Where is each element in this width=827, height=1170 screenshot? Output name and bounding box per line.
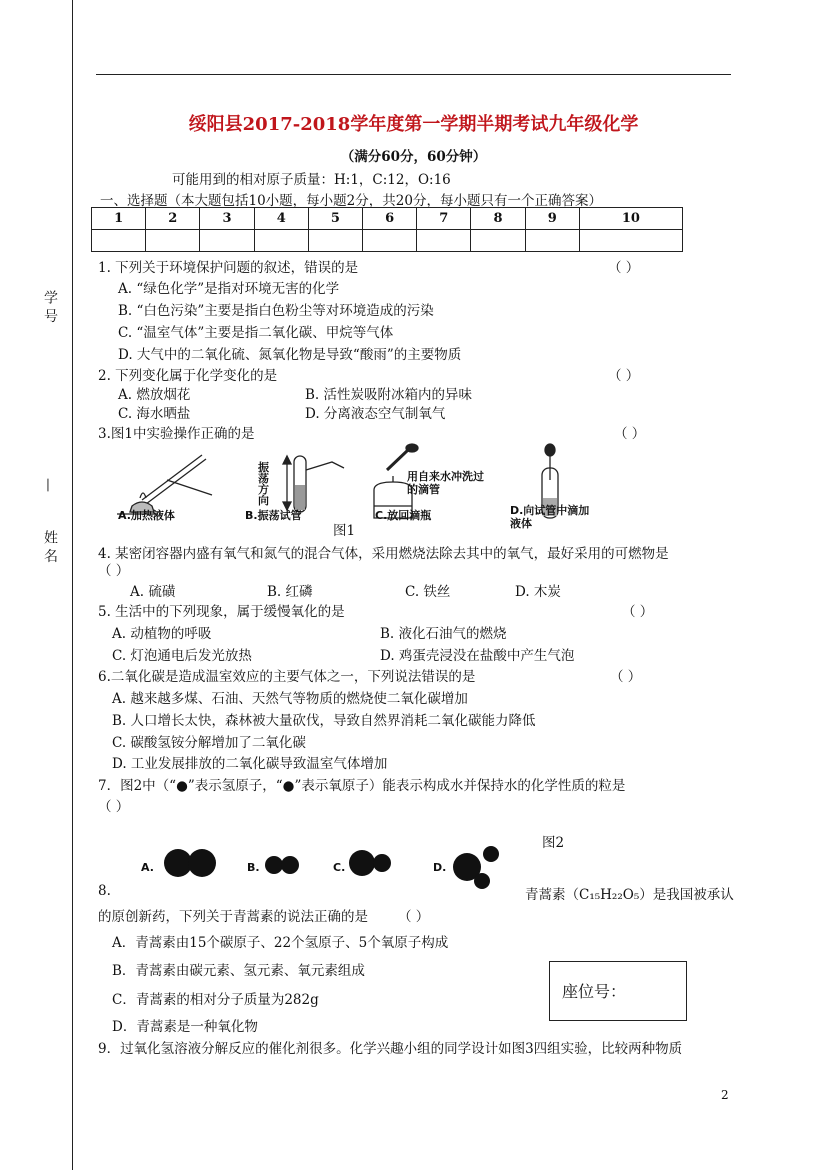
header-rule [96,74,731,75]
q6-answer-blank[interactable]: （ ） [610,669,642,685]
figure-2-molecules [130,843,510,891]
q5-stem: 5. 生活中的下列现象，属于缓慢氧化的是 [98,604,345,620]
figure-2-label-d: D. [433,861,447,874]
answer-number: 6 [363,208,417,230]
q3-answer-blank[interactable]: （ ） [614,426,646,442]
figure-1d-label: D.向试管中滴加液体 [510,504,590,530]
figure-2-label-a: A. [141,861,154,874]
answer-number: 1 [92,208,146,230]
answer-number: 9 [525,208,579,230]
q2-option-d: D. 分离液态空气制氧气 [305,406,446,422]
q8-option-b: B．青蒿素由碳元素、氢元素、氧元素组成 [112,963,365,979]
q1-stem: 1. 下列关于环境保护问题的叙述，错误的是 [98,260,359,276]
q4-option-b: B. 红磷 [267,584,313,600]
q5-option-d: D. 鸡蛋壳浸没在盐酸中产生气泡 [380,648,575,664]
answer-cell[interactable] [417,230,471,252]
q8-answer-blank[interactable]: （ ） [398,909,430,925]
molecule-c [349,850,391,876]
answer-cell[interactable] [525,230,579,252]
student-id-label: 学 号 [42,290,58,323]
q1-option-c: C. “温室气体”主要是指二氧化碳、甲烷等气体 [118,325,394,341]
answer-cell[interactable] [471,230,525,252]
q3-stem: 3.图1中实验操作正确的是 [98,426,255,442]
binding-margin-line [72,0,73,1170]
q2-option-c: C. 海水晒盐 [118,406,191,422]
figure-1-caption: 图1 [333,523,356,539]
name-label: 姓 名 [42,530,58,563]
q4-option-a: A. 硫磺 [130,584,176,600]
answer-number: 5 [308,208,362,230]
answer-number: 3 [200,208,254,230]
q2-option-b: B. 活性炭吸附冰箱内的异味 [305,387,473,403]
q2-answer-blank[interactable]: （ ） [608,368,640,384]
q5-answer-blank[interactable]: （ ） [622,604,654,620]
figure-2-caption: 图2 [542,835,565,851]
q8-option-d: D．青蒿素是一种氧化物 [112,1019,258,1035]
atomic-mass-note: 可能用到的相对原子质量：H:1，C:12，O:16 [172,172,451,188]
answer-cell[interactable] [92,230,146,252]
q6-option-a: A. 越来越多煤、石油、天然气等物质的燃烧使二氧化碳增加 [112,691,468,707]
q4-stem: 4. 某密闭容器内盛有氧气和氮气的混合气体，采用燃烧法除去其中的氧气，最好采用的可燃物是 [98,546,669,562]
figure-2-label-c: C. [333,861,346,874]
q2-option-a: A. 燃放烟花 [118,387,191,403]
figure-1c-note: 用自来水冲洗过的滴管 [407,470,484,496]
molecule-a [164,849,216,877]
figure-1b-label: B.振荡试管 [245,509,302,522]
q8-option-c: C．青蒿素的相对分子质量为282g [112,992,319,1008]
figure-1a-label: A.加热液体 [118,509,175,522]
answer-number: 2 [146,208,200,230]
figure-1c-label: C.放回滴瓶 [375,509,432,522]
answer-blank-row [92,230,683,252]
q5-option-c: C. 灯泡通电后发光放热 [112,648,252,664]
q7-answer-blank[interactable]: （ ） [98,799,130,815]
seat-number-box[interactable] [549,961,687,1021]
answer-cell[interactable] [308,230,362,252]
figure-1a-heating-liquid [117,455,212,514]
q1-option-d: D. 大气中的二氧化硫、氮氧化物是导致“酸雨”的主要物质 [118,347,462,363]
q5-option-a: A. 动植物的呼吸 [112,626,212,642]
figure-1b-shaking-tube [283,456,344,512]
answer-number-row [92,208,683,230]
name-dash: — [40,478,56,492]
q1-answer-blank[interactable]: （ ） [608,260,640,276]
answer-number: 4 [254,208,308,230]
q8-stem-tail: 青蒿素（C₁₅H₂₂O₅）是我国被承认 [525,887,734,903]
q1-option-a: A. “绿色化学”是指对环境无害的化学 [118,281,340,297]
exam-subtitle: （满分60分，60分钟） [340,149,487,165]
answer-cell[interactable] [579,230,682,252]
q8-option-a: A．青蒿素由15个碳原子、22个氢原子、5个氧原子构成 [112,935,449,951]
q6-option-d: D. 工业发展排放的二氧化碳导致温室气体增加 [112,756,388,772]
answer-number: 10 [579,208,682,230]
answer-table [91,207,683,252]
q1-option-b: B. “白色污染”主要是指白色粉尘等对环境造成的污染 [118,303,434,319]
q6-option-c: C. 碳酸氢铵分解增加了二氧化碳 [112,735,306,751]
figure-1b-direction-label: 振荡方向 [258,461,269,507]
answer-cell[interactable] [363,230,417,252]
q5-option-b: B. 液化石油气的燃烧 [380,626,507,642]
answer-cell[interactable] [200,230,254,252]
answer-cell[interactable] [254,230,308,252]
q6-stem: 6.二氧化碳是造成温室效应的主要气体之一，下列说法错误的是 [98,669,476,685]
q6-option-b: B. 人口增长太快，森林被大量砍伐，导致自然界消耗二氧化碳能力降低 [112,713,536,729]
molecule-b [265,856,299,874]
answer-number: 7 [417,208,471,230]
page-title: 绥阳县2017-2018学年度第一学期半期考试九年级化学 [188,114,639,135]
q4-option-c: C. 铁丝 [405,584,451,600]
figure-2-label-b: B. [247,861,260,874]
answer-cell[interactable] [146,230,200,252]
section-heading: 一、选择题（本大题包括10小题，每小题2分，共20分，每小题只有一个正确答案） [100,193,602,209]
molecule-d [453,846,499,889]
seat-number-label: 座位号： [562,982,627,1001]
q8-stem-line2: 的原创新药，下列关于青蒿素的说法正确的是 [98,909,368,925]
page-number: 2 [721,1088,729,1102]
q9-stem: 9．过氧化氢溶液分解反应的催化剂很多。化学兴趣小组的同学设计如图3四组实验，比较两种物质 [98,1041,683,1057]
q8-number: 8. [98,883,111,899]
q4-answer-blank[interactable]: （ ） [98,563,130,579]
q4-option-d: D. 木炭 [515,584,561,600]
q7-stem: 7．图2中（“●”表示氢原子，“●”表示氧原子）能表示构成水并保持水的化学性质的粒是 [98,778,626,794]
answer-number: 8 [471,208,525,230]
q2-stem: 2. 下列变化属于化学变化的是 [98,368,278,384]
